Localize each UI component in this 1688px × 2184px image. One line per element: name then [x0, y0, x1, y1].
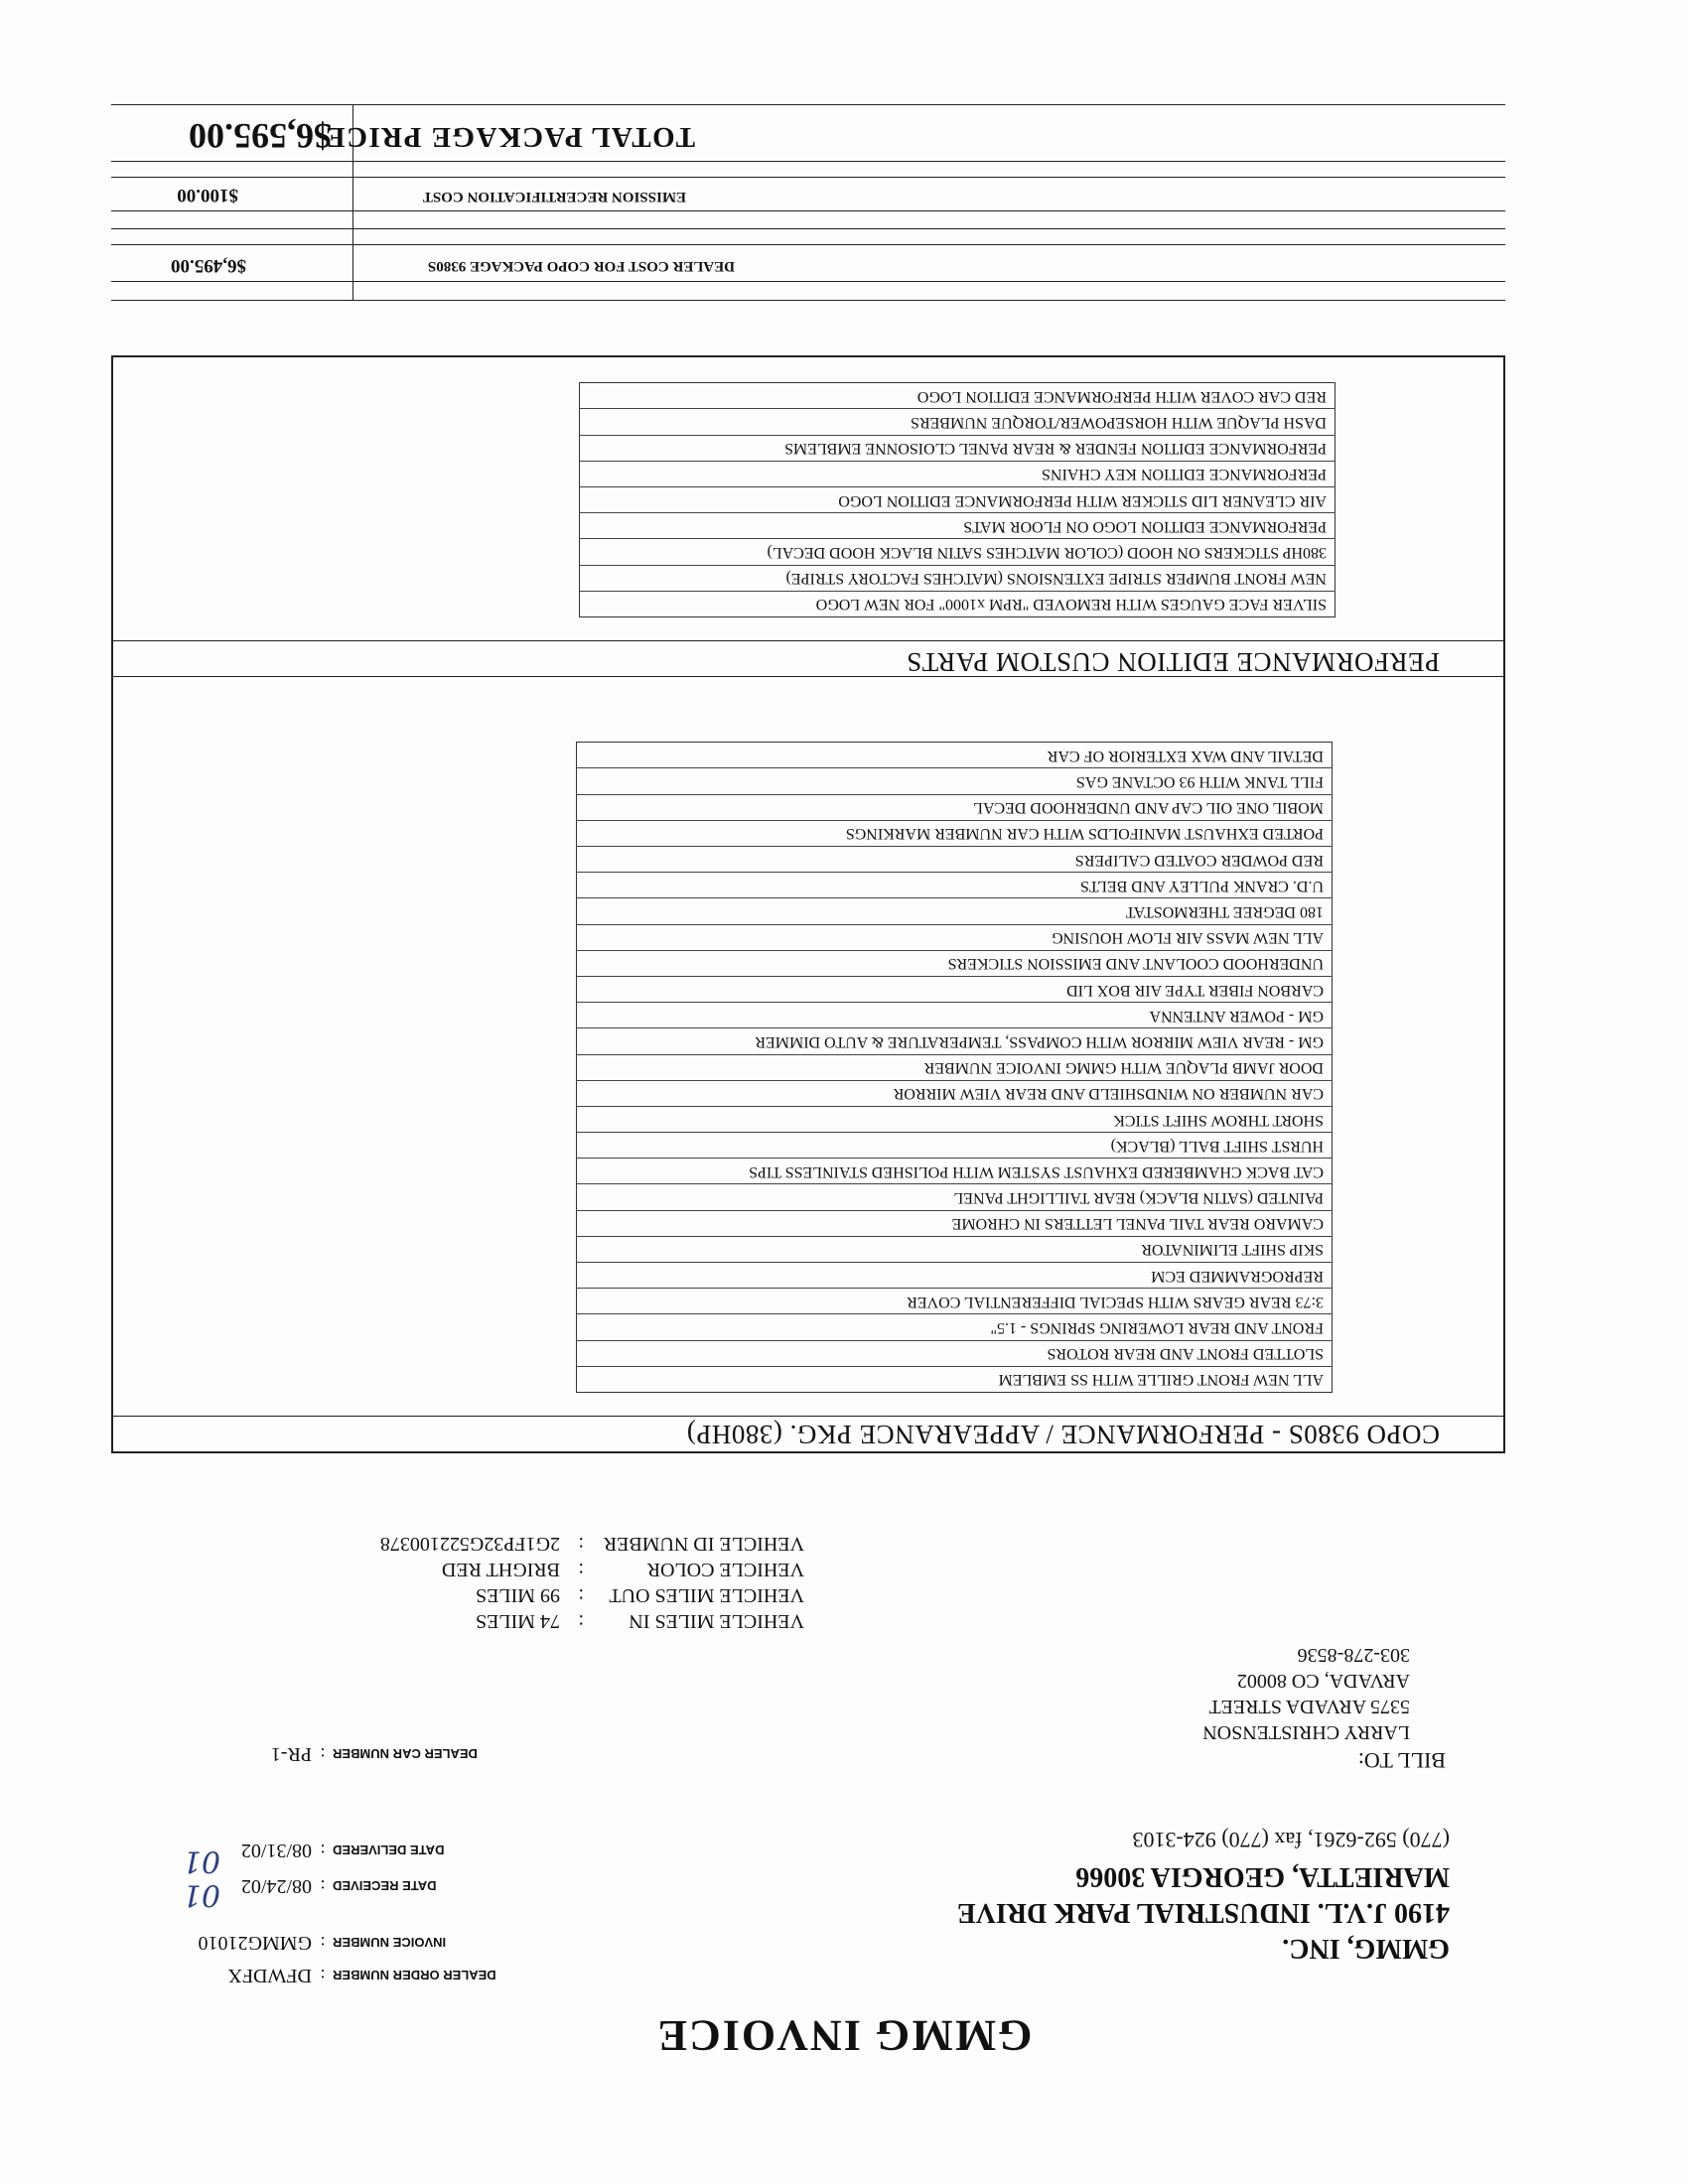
- bill-to-label: BILL TO:: [1357, 1748, 1446, 1773]
- cost-row-line: [111, 300, 1505, 301]
- dealer-cost-value: $6,495.00: [171, 255, 246, 276]
- list-item: [577, 1366, 1333, 1392]
- invoice-number-value: GMMG21010: [198, 1932, 312, 1954]
- list-item-text: 3:73 REAR GEARS WITH SPECIAL DIFFERENTIAL COVER: [577, 1289, 1333, 1314]
- list-item-text: DASH PLAQUE WITH HORSEPOWER/TORQUE NUMBERS: [580, 409, 1336, 435]
- package-title-divider: [111, 1416, 1505, 1417]
- list-item: [580, 513, 1336, 539]
- list-item-text: DETAIL AND WAX EXTERIOR OF CAR: [1047, 747, 1324, 764]
- cost-row-line: [111, 104, 1505, 105]
- list-item-text: ALL NEW FRONT GRILLE WITH SS EMBLEM: [577, 1366, 1333, 1392]
- bill-to-line: LARRY CHRISTENSON: [1202, 1721, 1410, 1743]
- list-item: [577, 1054, 1333, 1080]
- dealer-car-number-sep: :: [320, 1744, 326, 1764]
- list-item-text: PAINTED (SATIN BLACK) REAR TAILLIGHT PANEL: [577, 1184, 1333, 1210]
- list-item-text: GM - REAR VIEW MIRROR WITH COMPASS, TEMPERATURE & AUTO DIMMER: [577, 1028, 1333, 1054]
- date-delivered-label: DATE DELIVERED: [333, 1843, 445, 1857]
- vehicle-miles-out-label: VEHICLE MILES OUT: [609, 1584, 804, 1606]
- list-item: [580, 383, 1336, 409]
- package-title: COPO 9380S - PERFORMANCE / APPEARANCE PKG. (380HP): [686, 1420, 1440, 1449]
- date-received-label: DATE RECEIVED: [333, 1878, 437, 1893]
- dealer-cost-label: DEALER COST FOR COPO PACKAGE 9380S: [427, 258, 735, 274]
- list-item: [577, 1106, 1333, 1132]
- date-received-sep: :: [320, 1876, 326, 1896]
- total-price-value: $6,595.00: [189, 116, 332, 156]
- list-item: [577, 1236, 1333, 1262]
- list-item: [577, 873, 1333, 898]
- company-name: GMMG, INC.: [1282, 1933, 1450, 1964]
- vehicle-miles-in-label: VEHICLE MILES IN: [629, 1610, 804, 1632]
- dealer-order-value: DFWDFX: [227, 1965, 312, 1986]
- vehicle-miles-out-value: 99 MILES: [476, 1584, 560, 1606]
- list-item-text: PORTED EXHAUST MANIFOLDS WITH CAR NUMBER MARKINGS: [577, 820, 1333, 846]
- list-item-text: PERFORMANCE EDITION FENDER & REAR PANEL CLOISONNE EMBLEMS: [580, 435, 1336, 461]
- list-item: [577, 1263, 1333, 1289]
- list-item: [577, 768, 1333, 794]
- total-price-label: TOTAL PACKAGE PRICE: [324, 121, 695, 153]
- vehicle-color-label: VEHICLE COLOR: [646, 1559, 804, 1580]
- vehicle-miles-in-value: 74 MILES: [476, 1610, 560, 1632]
- list-item: [577, 1003, 1333, 1028]
- date-delivered-sep: :: [320, 1841, 326, 1860]
- list-item-text: U.D. CRANK PULLEY AND BELTS: [577, 873, 1333, 898]
- list-item-text: DOOR JAMB PLAQUE WITH GMMG INVOICE NUMBER: [577, 1054, 1333, 1080]
- list-item-text: GM - POWER ANTENNA: [577, 1003, 1333, 1028]
- list-item: [577, 1159, 1333, 1184]
- dealer-car-number-value: PR-1: [270, 1743, 312, 1765]
- list-item: [580, 461, 1336, 486]
- dealer-order-sep: :: [320, 1966, 326, 1985]
- list-item-text: CAMARO REAR TAIL PANEL LETTERS IN CHROME: [577, 1210, 1333, 1236]
- list-item: [577, 1133, 1333, 1159]
- list-item-text: MOBIL ONE OIL CAP AND UNDERHOOD DECAL: [577, 794, 1333, 820]
- cost-row-line: [111, 161, 1505, 162]
- list-item: [577, 794, 1333, 820]
- list-item: [580, 565, 1336, 591]
- bill-to-line: ARVADA, CO 80002: [1236, 1670, 1410, 1692]
- list-item: [580, 435, 1336, 461]
- list-item-text: FRONT AND REAR LOWERING SPRINGS - 1.5": [577, 1314, 1333, 1340]
- list-item-text: PERFORMANCE EDITION LOGO ON FLOOR MATS: [580, 513, 1336, 539]
- cost-row-line: [111, 210, 1505, 211]
- list-item: [577, 950, 1333, 976]
- list-item: [577, 1184, 1333, 1210]
- list-item-text: PERFORMANCE EDITION KEY CHAINS: [580, 461, 1336, 486]
- vehicle-id-value: 2G1FP32G522100378: [379, 1533, 560, 1555]
- date-received-value: 08/24/02: [240, 1875, 312, 1897]
- list-item-text: RED POWDER COATED CALIPERS: [577, 847, 1333, 873]
- list-item: [577, 847, 1333, 873]
- list-item-text: CAT BACK CHAMBERED EXHAUST SYSTEM WITH POLISHED STAINLESS TIPS: [577, 1159, 1333, 1184]
- list-item-text: AIR CLEANER LID STICKER WITH PERFORMANCE EDITION LOGO: [580, 487, 1336, 513]
- company-city: MARIETTA, GEORGIA 30066: [1075, 1861, 1450, 1892]
- cost-row-line: [111, 228, 1505, 229]
- handwritten-mark-delivered: 01: [182, 1843, 220, 1878]
- list-item-text: SKIP SHIFT ELIMINATOR: [577, 1236, 1333, 1262]
- custom-title-divider: [111, 640, 1505, 641]
- dealer-order-label: DEALER ORDER NUMBER: [333, 1968, 496, 1982]
- vehicle-miles-in-sep: :: [578, 1610, 584, 1632]
- dealer-car-number-label: DEALER CAR NUMBER: [333, 1746, 478, 1761]
- custom-parts-title: PERFORMANCE EDITION CUSTOM PARTS: [906, 647, 1440, 677]
- package-items-table: [576, 742, 1333, 1393]
- list-item-text: 380HP STICKERS ON HOOD (COLOR MATCHES SATIN BLACK HOOD DECAL): [580, 539, 1336, 565]
- list-item: [577, 1289, 1333, 1314]
- emission-cost-value: $100.00: [177, 185, 238, 205]
- emission-cost-label: EMISSION RECERTIFICATION COST: [422, 189, 686, 205]
- custom-parts-table: [579, 382, 1336, 617]
- list-item: [577, 977, 1333, 1003]
- list-item-text: SHORT THROW SHIFT STICK: [577, 1106, 1333, 1132]
- vehicle-miles-out-sep: :: [578, 1584, 584, 1606]
- list-item-text: SILVER FACE GAUGES WITH REMOVED "RPM x1000" FOR NEW LOGO: [580, 591, 1336, 616]
- list-item-text: NEW FRONT BUMPER STRIPE EXTENSIONS (MATCHES FACTORY STRIPE): [580, 565, 1336, 591]
- cost-row-line: [111, 281, 1505, 282]
- invoice-title: GMMG INVOICE: [655, 2011, 1033, 2060]
- list-item-text: SLOTTED FRONT AND REAR ROTORS: [577, 1340, 1333, 1366]
- list-item-text: CAR NUMBER ON WINDSHIELD AND REAR VIEW MIRROR: [577, 1080, 1333, 1106]
- list-item: [577, 1314, 1333, 1340]
- list-item: [580, 539, 1336, 565]
- list-item-text: RED CAR COVER WITH PERFORMANCE EDITION LOGO: [916, 387, 1327, 405]
- cost-row-line: [111, 177, 1505, 178]
- list-item: [577, 1028, 1333, 1054]
- list-item-text: HURST SHIFT BALL (BLACK): [577, 1133, 1333, 1159]
- bill-to-line: 5375 ARVADA STREET: [1208, 1696, 1410, 1717]
- list-item: [577, 898, 1333, 924]
- cost-row-line: [111, 244, 1505, 245]
- company-address: 4190 J.V.L. INDUSTRIAL PARK DRIVE: [956, 1897, 1450, 1928]
- date-delivered-value: 08/31/02: [240, 1840, 312, 1861]
- list-item-text: FILL TANK WITH 93 OCTANE GAS: [577, 768, 1333, 794]
- list-item: [577, 1080, 1333, 1106]
- list-item: [577, 1340, 1333, 1366]
- bill-to-line: 303-278-8536: [1297, 1644, 1410, 1666]
- invoice-number-sep: :: [320, 1933, 326, 1953]
- vehicle-color-sep: :: [578, 1559, 584, 1580]
- invoice-number-label: INVOICE NUMBER: [333, 1935, 447, 1950]
- list-item-text: CARBON FIBER TYPE AIR BOX LID: [577, 977, 1333, 1003]
- list-item: [577, 820, 1333, 846]
- list-item-text: 180 DEGREE THERMOSTAT: [577, 898, 1333, 924]
- handwritten-mark-received: 01: [182, 1877, 220, 1912]
- list-item: [577, 1210, 1333, 1236]
- vehicle-id-label: VEHICLE ID NUMBER: [603, 1533, 804, 1555]
- list-item-text: REPROGRAMMED ECM: [577, 1263, 1333, 1289]
- vehicle-id-sep: :: [578, 1533, 584, 1555]
- vehicle-color-value: BRIGHT RED: [441, 1559, 560, 1580]
- list-item: [580, 487, 1336, 513]
- list-item-text: ALL NEW MASS AIR FLOW HOUSING: [577, 924, 1333, 950]
- list-item-text: UNDERHOOD COOLANT AND EMISSION STICKERS: [577, 950, 1333, 976]
- list-item: [580, 591, 1336, 616]
- list-item: [577, 743, 1333, 768]
- list-item: [577, 924, 1333, 950]
- company-phone: (770) 592-6261, fax (770) 924-3103: [1132, 1828, 1450, 1852]
- list-item: [580, 409, 1336, 435]
